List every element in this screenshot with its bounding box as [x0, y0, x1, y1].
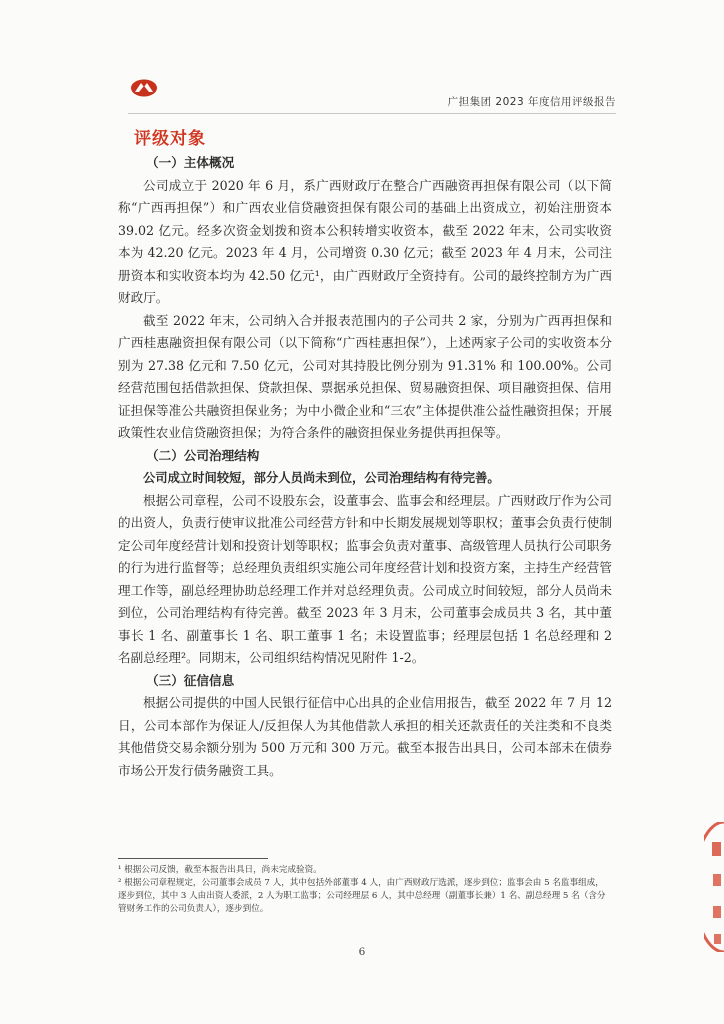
- page-number: 6: [358, 946, 366, 958]
- footnote-divider: [118, 858, 268, 859]
- subsection-title-credit: （三）征信信息: [146, 672, 235, 688]
- footnote-1: ¹ 根据公司反馈，截至本报告出具日，尚未完成验资。: [118, 865, 322, 875]
- subsection-title-governance: （二）公司治理结构: [146, 447, 260, 463]
- footnotes: [118, 864, 612, 916]
- company-logo-icon: [130, 78, 158, 98]
- governance-paragraph: 根据公司章程，公司不设股东会，设董事会、监事会和经理层。广西财政厅作为公司的出资人，负责行使审议批准公司经营方针和中长期发展规划等职权；董事会负责行使制定公司年度经营计划和投资计划等职权；监事会负责对董事、高级管理人员执行公司职务的行为进行监督等；总经理负责组织实施公司年度经营计划和投资方案，主持生产经营管理工作等，副总经理协助总经理工作并对总经理负责。公司成立时间较短，部分人员尚未到位，公司治理结构有待完善。截至 2023 年 3 月末，公司董事会成员共 3 名，其中董事长 1 名、副董事长 1 名、职工董事 1 名；未设置监事；经理层包括 1 名总经理和 2 名副总经理²。同期末，公司组织结构情况见附件 1-2。: [118, 492, 612, 665]
- seal-stamp-edge: [704, 822, 724, 952]
- footnote-2: ² 根据公司章程规定，公司董事会成员 7 人，其中包括外部董事 4 人，由广西财政厅选派，逐步到位；监事会由 5 名监事组成，逐步到位，其中 3 人由出资人委派，2 人为职工监事；公司经理层 6 人，其中总经理（副董事长兼）1 名、副总经理 5 名（含分管财务工作的公司负责人），逐步到位。: [118, 878, 606, 914]
- subsection-title-overview: （一）主体概况: [146, 155, 235, 170]
- overview-paragraph-1: 公司成立于 2020 年 6 月，系广西财政厅在整合广西融资再担保有限公司（以下简称“广西再担保”）和广西农业信贷融资担保有限公司的基础上出资成立，初始注册资本 39.02 亿元。经多次资金划拨和资本公积转增实收资本，截至 2022 年末，公司实收资本为 42.20 亿元。2023 年 4 月，公司增资 0.30 亿元；截至 2023 年 4 月末，公司注册资本和实收资本均为 42.50 亿元¹，由广西财政厅全资持有。公司的最终控制方为广西财政厅。: [118, 177, 612, 305]
- credit-paragraph: 根据公司提供的中国人民银行征信中心出具的企业信用报告，截至 2022 年 7 月 12 日，公司本部作为保证人/反担保人为其他借款人承担的相关还款责任的关注类和不良类其他借贷交易余额分别为 500 万元和 300 万元。截至本报告出具日，公司本部未在债券市场公开发行债务融资工具。: [118, 695, 612, 778]
- header-divider: [128, 113, 616, 114]
- report-header-title: 广担集团 2023 年度信用评级报告: [447, 96, 616, 108]
- overview-paragraph-2: 截至 2022 年末，公司纳入合并报表范围内的子公司共 2 家，分别为广西再担保和广西桂惠融资担保有限公司（以下简称“广西桂惠担保”），上述两家子公司的实收资本分别为 27.38 亿元和 7.50 亿元，公司对其持股比例分别为 91.31% 和 100.00%。公司经营范围包括借款担保、贷款担保、票据承兑担保、贸易融资担保、项目融资担保、信用证担保等准公共融资担保业务；为中小微企业和“三农”主体提供准公益性融资担保；开展政策性农业信贷融资担保；为符合条件的融资担保业务提供再担保等。: [118, 312, 612, 440]
- governance-summary: 公司成立时间较短，部分人员尚未到位，公司治理结构有待完善。: [143, 471, 500, 485]
- document-body: [118, 152, 612, 782]
- section-title: 评级对象: [134, 129, 206, 149]
